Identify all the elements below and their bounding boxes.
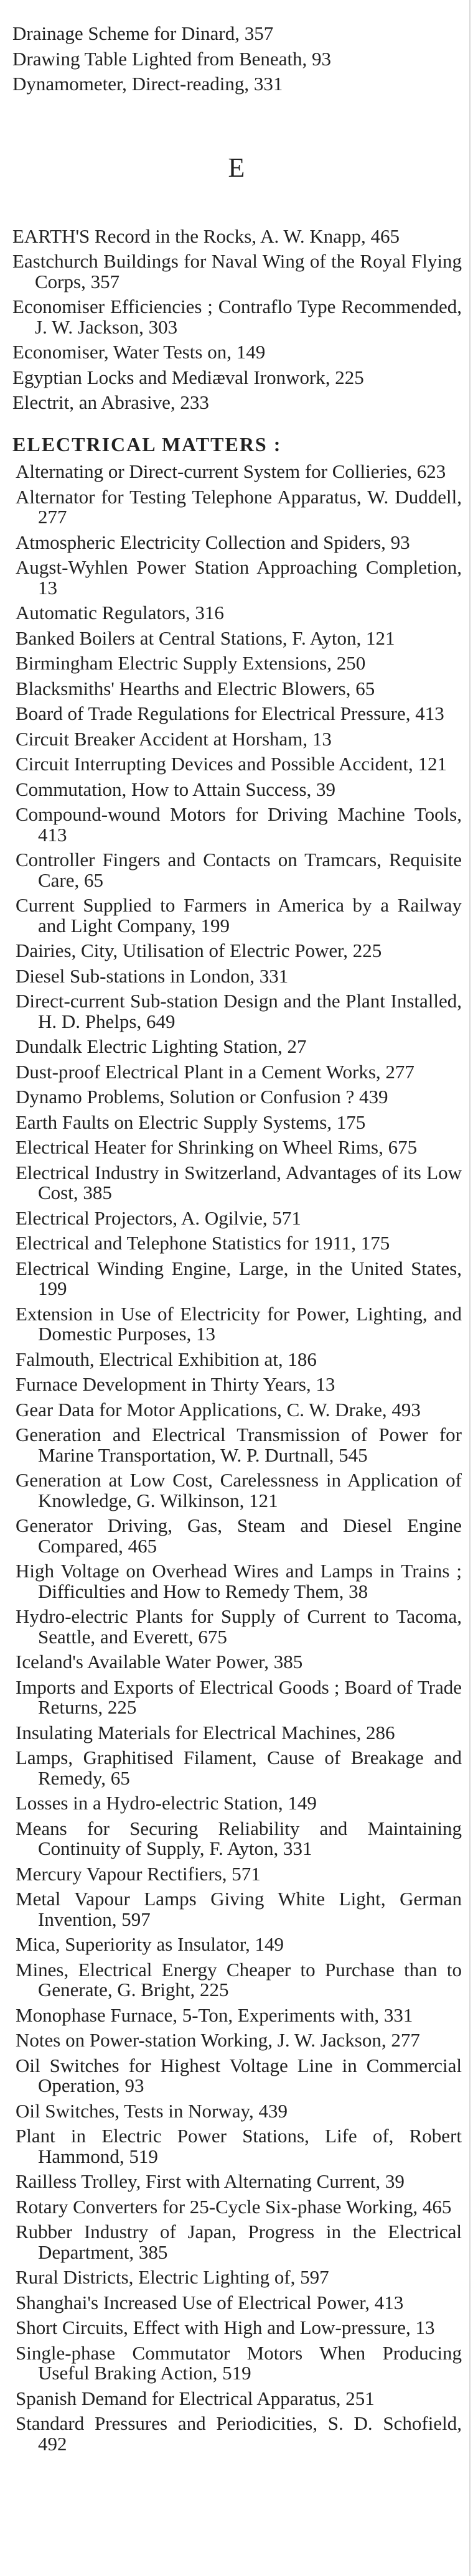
index-entry: Notes on Power-station Working, J. W. Jackson, 277 (16, 2029, 420, 2051)
letter-heading: E (228, 152, 246, 183)
index-entry: Diesel Sub-stations in London, 331 (16, 964, 289, 987)
index-entry: Oil Switches for Highest Voltage Line in Commercial Operation, 93 (16, 2054, 462, 2096)
section-heading: ELECTRICAL MATTERS : (12, 432, 282, 455)
index-entry: Electrical Winding Engine, Large, in the United States, 199 (16, 1257, 462, 1299)
index-entry: Electrical Projectors, A. Ogilvie, 571 (16, 1206, 301, 1229)
index-entry: Board of Trade Regulations for Electrical Pressure, 413 (16, 702, 444, 724)
index-entry: Extension in Use of Electricity for Power, Lighting, and Domestic Purposes, 13 (16, 1302, 462, 1345)
index-entry: Circuit Interrupting Devices and Possible Accident, 121 (16, 753, 447, 775)
index-entry: Imports and Exports of Electrical Goods ; Board of Trade Returns, 225 (16, 1676, 462, 1718)
index-entry: Gear Data for Motor Applications, C. W. Drake, 493 (16, 1398, 421, 1421)
index-entry: Current Supplied to Farmers in America by a Railway and Light Company, 199 (16, 894, 462, 936)
index-entry: Alternator for Testing Telephone Apparatus, W. Duddell, 277 (16, 485, 462, 528)
index-entry: Spanish Demand for Electrical Apparatus, 251 (16, 2387, 375, 2409)
index-entry: Electrical Industry in Switzerland, Advantages of its Low Cost, 385 (16, 1161, 462, 1203)
index-entry: Single-phase Commutator Motors When Producing Useful Braking Action, 519 (16, 2341, 462, 2384)
index-entry: Insulating Materials for Electrical Machines, 286 (16, 1721, 395, 1743)
index-entry: Earth Faults on Electric Supply Systems, 175 (16, 1111, 366, 1133)
index-entry: Railless Trolley, First with Alternating Current, 39 (16, 2170, 405, 2192)
index-entry: Egyptian Locks and Mediæval Ironwork, 225 (12, 366, 364, 388)
index-entry: Short Circuits, Effect with High and Low-pressure, 13 (16, 2317, 435, 2338)
index-entry: Circuit Breaker Accident at Horsham, 13 (16, 727, 332, 750)
index-entry: Metal Vapour Lamps Giving White Light, German Invention, 597 (16, 1888, 462, 1930)
electrical-entries-list (12, 462, 462, 2454)
index-entry: Mines, Electrical Energy Cheaper to Purchase than to Generate, G. Bright, 225 (16, 1958, 462, 2000)
index-entry: Commutation, How to Attain Success, 39 (16, 778, 336, 800)
index-entry: Oil Switches, Tests in Norway, 439 (16, 2099, 288, 2122)
index-entry: Iceland's Available Water Power, 385 (16, 1651, 303, 1673)
index-entry: Plant in Electric Power Stations, Life of, Robert Hammond, 519 (16, 2125, 462, 2167)
index-entry: Lamps, Graphitised Filament, Cause of Breakage and Remedy, 65 (16, 1747, 462, 1789)
index-entry: Eastchurch Buildings for Naval Wing of the Royal Flying Corps, 357 (12, 250, 462, 292)
index-entry: Mercury Vapour Rectifiers, 571 (16, 1862, 261, 1885)
index-entry: Drainage Scheme for Dinard, 357 (12, 22, 274, 44)
index-entry: Economiser Efficiencies ; Contraflo Type Recommended, J. W. Jackson, 303 (12, 296, 462, 338)
index-entry: Furnace Development in Thirty Years, 13 (16, 1373, 335, 1395)
index-entry: Mica, Superiority as Insulator, 149 (16, 1933, 284, 1955)
index-entry: Means for Securing Reliability and Maintaining Continuity of Supply, F. Ayton, 331 (16, 1817, 462, 1859)
index-entry: Generator Driving, Gas, Steam and Diesel Engine Compared, 465 (16, 1514, 462, 1557)
page-edge-line (469, 0, 471, 2576)
index-entry: Electrit, an Abrasive, 233 (12, 391, 209, 413)
index-entry: Monophase Furnace, 5-Ton, Experiments with, 331 (16, 2004, 413, 2026)
e-entries-list (12, 226, 462, 413)
index-entry: EARTH'S Record in the Rocks, A. W. Knapp, 465 (12, 225, 400, 247)
index-entry: Augst-Wyhlen Power Station Approaching Completion, 13 (16, 556, 462, 599)
index-entry: Dundalk Electric Lighting Station, 27 (16, 1035, 307, 1057)
index-entry: Direct-current Sub-station Design and the Plant Installed, H. D. Phelps, 649 (16, 990, 462, 1032)
index-entry: Electrical Heater for Shrinking on Wheel Rims, 675 (16, 1136, 418, 1158)
index-entry: Generation and Electrical Transmission of Power for Marine Transportation, W. P. Durtnall, 545 (16, 1424, 462, 1466)
index-entry: Rubber Industry of Japan, Progress in the Electrical Department, 385 (16, 2221, 462, 2263)
top-entries-list (12, 24, 462, 95)
index-entry: Shanghai's Increased Use of Electrical Power, 413 (16, 2291, 404, 2313)
index-entry: Electrical and Telephone Statistics for 1911, 175 (16, 1232, 390, 1254)
index-entry: Controller Fingers and Contacts on Tramcars, Requisite Care, 65 (16, 849, 462, 891)
index-entry: Blacksmiths' Hearths and Electric Blowers, 65 (16, 677, 375, 699)
index-entry: Dust-proof Electrical Plant in a Cement Works, 277 (16, 1060, 414, 1083)
index-entry: Rural Districts, Electric Lighting of, 597 (16, 2266, 329, 2288)
index-entry: Dairies, City, Utilisation of Electric Power, 225 (16, 940, 382, 961)
index-entry: Drawing Table Lighted from Beneath, 93 (12, 47, 332, 70)
index-entry: Dynamometer, Direct-reading, 331 (12, 73, 283, 95)
index-entry: Falmouth, Electrical Exhibition at, 186 (16, 1348, 317, 1370)
index-entry: Alternating or Direct-current System for Collieries, 623 (16, 460, 446, 482)
index-entry: High Voltage on Overhead Wires and Lamps in Trains ; Difficulties and How to Remedy Them, 38 (16, 1560, 462, 1602)
index-entry: Losses in a Hydro-electric Station, 149 (16, 1792, 317, 1814)
index-entry: Atmospheric Electricity Collection and Spiders, 93 (16, 531, 410, 553)
index-entry: Automatic Regulators, 316 (16, 602, 224, 623)
index-entry: Standard Pressures and Periodicities, S. D. Schofield, 492 (16, 2412, 462, 2455)
index-entry: Dynamo Problems, Solution or Confusion ? 439 (16, 1086, 388, 1108)
index-entry: Economiser, Water Tests on, 149 (12, 341, 266, 363)
index-entry: Compound-wound Motors for Driving Machine Tools, 413 (16, 803, 462, 846)
index-entry: Generation at Low Cost, Carelessness in Application of Knowledge, G. Wilkinson, 121 (16, 1469, 462, 1511)
index-entry: Hydro-electric Plants for Supply of Current to Tacoma, Seattle, and Everett, 675 (16, 1605, 462, 1648)
index-entry: Birmingham Electric Supply Extensions, 250 (16, 652, 366, 674)
index-entry: Banked Boilers at Central Stations, F. Ayton, 121 (16, 627, 395, 649)
index-entry: Rotary Converters for 25-Cycle Six-phase Working, 465 (16, 2195, 452, 2218)
